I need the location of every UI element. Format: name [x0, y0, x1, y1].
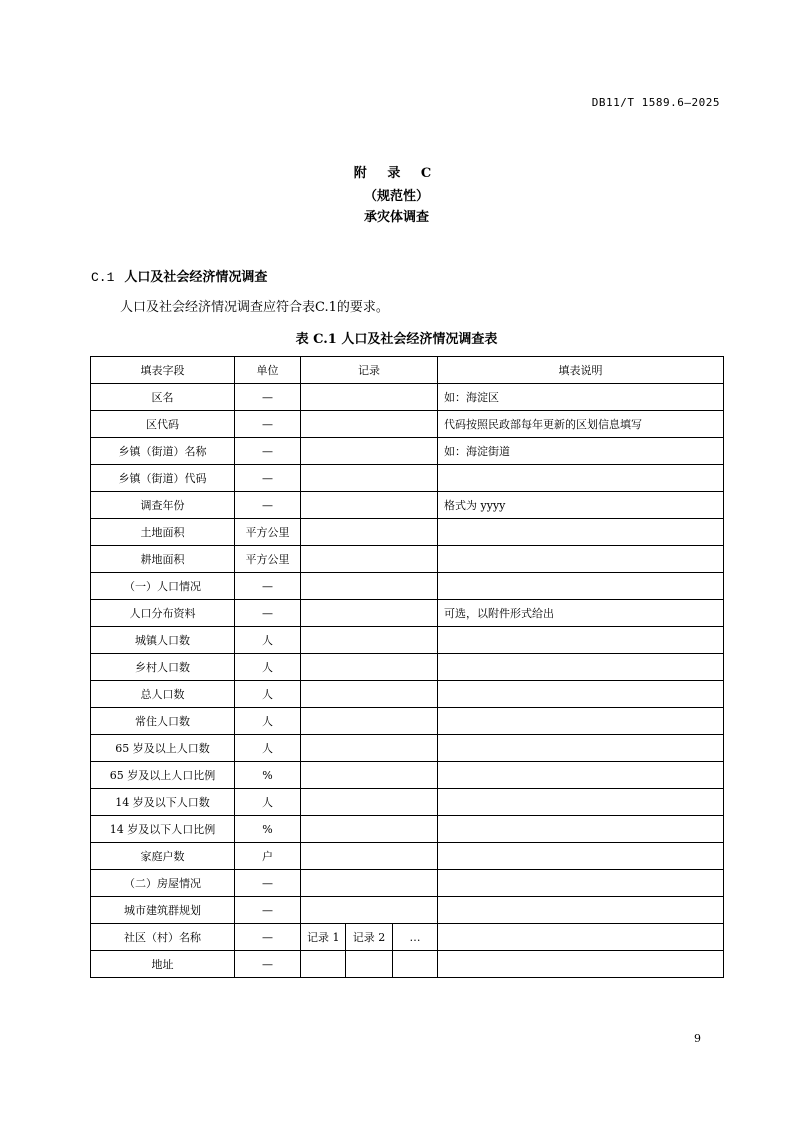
row-unit: — [235, 951, 301, 978]
table-row [91, 681, 724, 708]
row-field: 耕地面积 [91, 546, 235, 573]
row-unit: — [235, 924, 301, 951]
row-record [301, 627, 438, 654]
page-number: 9 [694, 1032, 701, 1045]
appendix-name: 承灾体调查 [363, 210, 429, 225]
row-field: 城市建筑群规划 [91, 897, 235, 924]
table-row [91, 519, 724, 546]
row-record [301, 492, 438, 519]
row-note [438, 546, 724, 573]
row-record [301, 681, 438, 708]
row-record [301, 708, 438, 735]
section-heading [91, 266, 267, 285]
row-record [301, 816, 438, 843]
row-note [438, 870, 724, 897]
row-note [438, 573, 724, 600]
row-unit: 人 [235, 735, 301, 762]
row-record-cell [301, 951, 346, 978]
header-unit: 单位 [235, 357, 301, 384]
table-row [91, 627, 724, 654]
row-note [438, 762, 724, 789]
row-field: 土地面积 [91, 519, 235, 546]
table-row [91, 438, 724, 465]
row-record [301, 897, 438, 924]
row-field: 调查年份 [91, 492, 235, 519]
section-body-text: 人口及社会经济情况调查应符合表C.1的要求。 [120, 300, 389, 315]
row-record-cell: 记录 2 [346, 924, 393, 951]
row-record [301, 600, 438, 627]
row-field: 14 岁及以下人口数 [91, 789, 235, 816]
table-row [91, 546, 724, 573]
row-field: 乡镇（街道）名称 [91, 438, 235, 465]
row-field: 65 岁及以上人口比例 [91, 762, 235, 789]
row-record [301, 519, 438, 546]
table-row [91, 924, 724, 951]
row-field: （二）房屋情况 [91, 870, 235, 897]
row-unit: % [235, 816, 301, 843]
row-note [438, 519, 724, 546]
table-row [91, 762, 724, 789]
row-note [438, 897, 724, 924]
row-note [438, 735, 724, 762]
table-row [91, 816, 724, 843]
row-unit: 人 [235, 708, 301, 735]
row-field: 人口分布资料 [91, 600, 235, 627]
row-note: 代码按照民政部每年更新的区划信息填写 [438, 411, 724, 438]
row-note: 如：海淀街道 [438, 438, 724, 465]
row-record [301, 735, 438, 762]
table-row [91, 573, 724, 600]
row-unit: — [235, 600, 301, 627]
row-unit: — [235, 384, 301, 411]
row-unit: 人 [235, 789, 301, 816]
row-unit: 户 [235, 843, 301, 870]
row-record [301, 546, 438, 573]
row-unit: — [235, 897, 301, 924]
row-note [438, 789, 724, 816]
table-row [91, 843, 724, 870]
row-field: 乡村人口数 [91, 654, 235, 681]
row-record [301, 411, 438, 438]
row-unit: 人 [235, 681, 301, 708]
section-number: C.1 [91, 270, 115, 285]
row-field: 总人口数 [91, 681, 235, 708]
row-record [301, 843, 438, 870]
row-unit: — [235, 438, 301, 465]
row-note [438, 843, 724, 870]
row-unit: — [235, 492, 301, 519]
row-record [301, 573, 438, 600]
survey-table [90, 356, 724, 978]
row-field: 地址 [91, 951, 235, 978]
row-note [438, 465, 724, 492]
appendix-title: 附 录 C [353, 166, 440, 181]
row-field: 常住人口数 [91, 708, 235, 735]
row-unit: — [235, 465, 301, 492]
table-row [91, 708, 724, 735]
row-note [438, 654, 724, 681]
table-header-row [91, 357, 724, 384]
row-record [301, 762, 438, 789]
row-field: 社区（村）名称 [91, 924, 235, 951]
row-field: 乡镇（街道）代码 [91, 465, 235, 492]
row-field: 区代码 [91, 411, 235, 438]
row-note [438, 816, 724, 843]
table-row [91, 789, 724, 816]
table-row [91, 870, 724, 897]
row-field: 14 岁及以下人口比例 [91, 816, 235, 843]
row-note: 可选，以附件形式给出 [438, 600, 724, 627]
row-record [301, 789, 438, 816]
header-note: 填表说明 [438, 357, 724, 384]
row-field: 城镇人口数 [91, 627, 235, 654]
document-number: DB11/T 1589.6—2025 [591, 96, 720, 109]
appendix-type: （规范性） [363, 189, 429, 204]
row-record [301, 465, 438, 492]
row-field: 65 岁及以上人口数 [91, 735, 235, 762]
table-caption: 表 C.1 人口及社会经济情况调查表 [295, 332, 498, 347]
row-field: 家庭户数 [91, 843, 235, 870]
table-row [91, 411, 724, 438]
row-record [301, 438, 438, 465]
header-record: 记录 [301, 357, 438, 384]
row-field: 区名 [91, 384, 235, 411]
row-unit: % [235, 762, 301, 789]
row-unit: — [235, 870, 301, 897]
row-note: 如：海淀区 [438, 384, 724, 411]
row-unit: — [235, 411, 301, 438]
row-record [301, 870, 438, 897]
table-row [91, 654, 724, 681]
table-row [91, 384, 724, 411]
table-row [91, 951, 724, 978]
row-record-cell: … [393, 924, 438, 951]
row-unit: 人 [235, 654, 301, 681]
section-heading-text: 人口及社会经济情况调查 [124, 270, 268, 285]
row-record-cell [393, 951, 438, 978]
row-record-cell: 记录 1 [301, 924, 346, 951]
row-note [438, 708, 724, 735]
row-note [438, 951, 724, 978]
row-record [301, 384, 438, 411]
row-record [301, 654, 438, 681]
row-note: 格式为 yyyy [438, 492, 724, 519]
row-note [438, 681, 724, 708]
row-record-cell [346, 951, 393, 978]
row-unit: — [235, 573, 301, 600]
header-field: 填表字段 [91, 357, 235, 384]
row-note [438, 627, 724, 654]
table-row [91, 600, 724, 627]
row-field: （一）人口情况 [91, 573, 235, 600]
table-row [91, 897, 724, 924]
row-unit: 人 [235, 627, 301, 654]
row-unit: 平方公里 [235, 519, 301, 546]
row-unit: 平方公里 [235, 546, 301, 573]
table-row [91, 735, 724, 762]
row-note [438, 924, 724, 951]
table-row [91, 465, 724, 492]
table-row [91, 492, 724, 519]
